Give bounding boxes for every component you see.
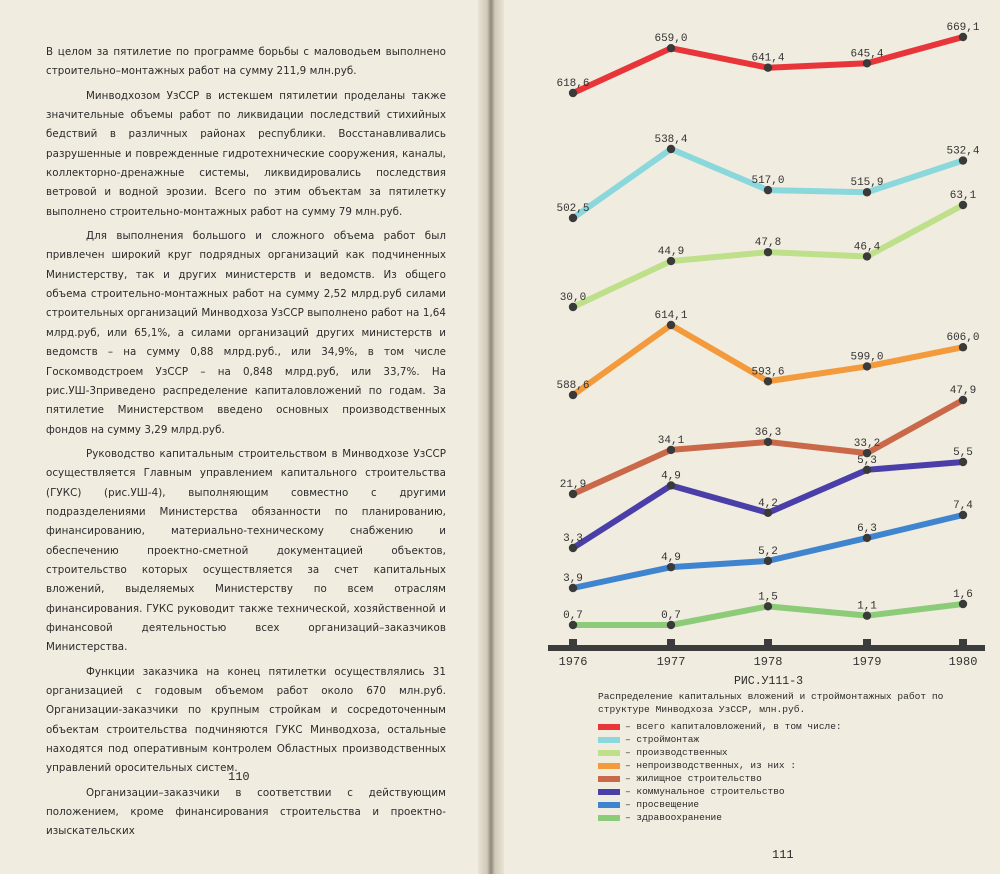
legend-item <box>598 746 842 759</box>
data-label: 645,4 <box>850 48 884 61</box>
legend-swatch <box>598 737 620 743</box>
series-5 <box>560 385 976 498</box>
series-line-segment <box>573 567 671 588</box>
legend-swatch <box>598 763 620 769</box>
data-point <box>764 377 772 385</box>
data-point <box>959 156 967 164</box>
data-point <box>764 186 772 194</box>
legend-swatch <box>598 776 620 782</box>
data-label: 6,3 <box>857 522 877 535</box>
data-point <box>764 557 772 565</box>
data-point <box>863 611 871 619</box>
series-3 <box>560 190 977 311</box>
data-point <box>569 303 577 311</box>
x-axis-tick <box>569 639 577 647</box>
page-number: 110 <box>228 770 250 784</box>
series-4 <box>556 310 979 399</box>
paragraph: Функции заказчика на конец пятилетки осуществлялись 31 организацией с годовым объемом работ около 670 млн.руб. Организации-заказчики по крупным стройкам и сосредоточенным объектам строительства подчиняются ГУКС Минводхоза, остальные находятся под оперативным контролем Областных производственных управлений оросительных систем. <box>46 665 446 775</box>
data-point <box>959 396 967 404</box>
x-tick-label: 1980 <box>948 655 978 669</box>
data-label: 4,9 <box>661 470 681 483</box>
data-label: 33,2 <box>853 438 881 451</box>
series-line-segment <box>573 485 671 548</box>
data-point <box>569 391 577 399</box>
data-label: 46,4 <box>853 241 881 254</box>
data-label: 47,9 <box>949 385 977 397</box>
data-point <box>863 534 871 542</box>
data-label: 30,0 <box>559 292 587 304</box>
data-point <box>959 201 967 209</box>
data-point <box>959 511 967 519</box>
data-point <box>764 64 772 72</box>
legend-swatch <box>598 802 620 808</box>
data-label: 4,2 <box>758 497 778 510</box>
series-line-segment <box>671 606 768 625</box>
series-line-segment <box>768 442 867 453</box>
series-line-segment <box>867 604 963 616</box>
legend-item <box>598 720 842 733</box>
legend-label: – здравоохранение <box>625 812 722 823</box>
data-point <box>569 584 577 592</box>
legend-item <box>598 811 842 824</box>
data-label: 502,5 <box>556 203 590 215</box>
series-line-segment <box>573 450 671 494</box>
data-label: 532,4 <box>946 145 980 158</box>
data-label: 641,4 <box>751 52 785 65</box>
data-label: 44,9 <box>657 246 685 259</box>
data-point <box>764 248 772 256</box>
data-point <box>764 438 772 446</box>
data-label: 0,7 <box>563 610 583 622</box>
x-axis-tick <box>863 639 871 647</box>
data-label: 63,1 <box>949 190 977 202</box>
data-label: 614,1 <box>654 310 688 322</box>
series-line-segment <box>768 252 867 256</box>
data-label: 0,7 <box>661 610 681 622</box>
data-label: 5,2 <box>758 545 778 558</box>
data-point <box>959 458 967 466</box>
data-point <box>863 59 871 67</box>
legend-item <box>598 772 842 785</box>
legend-label: – коммунальное строительство <box>625 786 785 797</box>
legend-swatch <box>598 815 620 821</box>
page-number: 111 <box>772 848 794 862</box>
series-line-segment <box>768 538 867 561</box>
legend-label: – непроизводственных, из них : <box>625 760 797 771</box>
data-label: 21,9 <box>559 479 587 491</box>
figure-caption <box>598 675 988 716</box>
data-point <box>863 252 871 260</box>
series-2 <box>556 134 979 222</box>
data-label: 36,3 <box>754 426 782 439</box>
data-label: 7,4 <box>953 500 973 512</box>
data-label: 34,1 <box>657 434 685 447</box>
data-label: 599,0 <box>850 351 884 364</box>
legend-item <box>598 785 842 798</box>
series-line-segment <box>671 252 768 261</box>
legend-label: – всего капиталовложений, в том числе: <box>625 721 842 732</box>
data-label: 4,9 <box>661 552 681 565</box>
data-point <box>667 621 675 629</box>
data-point <box>569 490 577 498</box>
data-point <box>667 44 675 52</box>
data-label: 618,6 <box>556 78 590 90</box>
series-line-segment <box>671 561 768 567</box>
x-tick-label: 1978 <box>753 655 783 669</box>
data-point <box>667 446 675 454</box>
data-label: 669,1 <box>946 22 980 34</box>
x-axis-tick <box>764 639 772 647</box>
x-tick-label: 1979 <box>852 655 882 669</box>
series-1 <box>556 22 979 97</box>
data-label: 1,5 <box>758 591 778 604</box>
data-label: 515,9 <box>850 177 884 190</box>
series-line-segment <box>867 400 963 453</box>
data-point <box>667 321 675 329</box>
data-label: 593,6 <box>751 366 785 379</box>
series-line-segment <box>768 470 867 513</box>
series-line-segment <box>768 606 867 615</box>
data-label: 1,6 <box>953 589 973 601</box>
data-point <box>569 544 577 552</box>
series-line-segment <box>867 205 963 256</box>
series-6 <box>563 447 973 552</box>
legend-label: – просвещение <box>625 799 700 810</box>
data-label: 47,8 <box>754 237 782 250</box>
data-label: 659,0 <box>654 33 688 46</box>
data-label: 3,3 <box>563 533 583 545</box>
series-line-segment <box>867 515 963 538</box>
data-label: 3,9 <box>563 573 583 585</box>
series-8 <box>563 589 973 629</box>
data-label: 1,1 <box>857 600 877 613</box>
data-point <box>667 257 675 265</box>
data-point <box>863 362 871 370</box>
series-line-segment <box>768 190 867 192</box>
paragraph: В целом за пятилетие по программе борьбы с маловодьем выполнено строительно–монтажных работ на сумму 211,9 млн.руб. <box>46 46 446 78</box>
data-label: 606,0 <box>946 332 980 345</box>
x-axis-tick <box>959 639 967 647</box>
data-point <box>959 33 967 41</box>
legend-item <box>598 733 842 746</box>
data-point <box>569 89 577 97</box>
legend-label: – жилищное строительство <box>625 773 762 784</box>
data-point <box>569 214 577 222</box>
chart-legend <box>598 720 842 824</box>
series-line-segment <box>671 442 768 450</box>
legend-label: – строймонтаж <box>625 734 700 745</box>
data-point <box>959 600 967 608</box>
paragraph: Для выполнения большого и сложного объема работ был привлечен широкий круг подрядных организаций как подчиненных Министерству, так и других министерств и ведомств. Из общего объема строительно-монтажных работ на сумму 2,52 млрд.руб силами строительных организаций Минводхоза УзССР выполнено работ на 1,64 млрд.руб, или 65,1%, а силами организаций других министерств и ведомств – на сумму 0,88 млрд.руб., или 34,9%, в том числе Госкомводстроем УзССР – на 0,848 млрд.руб, или 33,7%. На рис.УШ-3приведено распределение капиталовложений по годам. За пятилетие Министерством введено основных производственных фондов на сумму 3,29 млрд.руб. <box>46 230 446 436</box>
x-axis-tick <box>667 639 675 647</box>
legend-swatch <box>598 750 620 756</box>
data-label: 517,0 <box>751 175 785 188</box>
data-point <box>764 509 772 517</box>
figure-title: РИС.У111-3 <box>734 675 804 688</box>
legend-label: – производственных <box>625 747 728 758</box>
series-line-segment <box>573 261 671 307</box>
legend-item <box>598 759 842 772</box>
legend-swatch <box>598 789 620 795</box>
series-line-segment <box>671 485 768 512</box>
data-point <box>667 481 675 489</box>
x-tick-label: 1976 <box>558 655 588 669</box>
data-point <box>764 602 772 610</box>
legend-item <box>598 798 842 811</box>
data-point <box>863 188 871 196</box>
figure-description: Распределение капитальных вложений и строймонтажных работ по структуре Минводхоза УзССР, млн.руб. <box>598 691 944 715</box>
data-label: 588,6 <box>556 380 590 392</box>
data-point <box>959 343 967 351</box>
data-point <box>569 621 577 629</box>
data-label: 5,5 <box>953 447 973 459</box>
x-tick-label: 1977 <box>656 655 686 669</box>
data-label: 5,3 <box>857 454 877 467</box>
series-line-segment <box>867 462 963 470</box>
data-point <box>863 466 871 474</box>
legend-swatch <box>598 724 620 730</box>
paragraph: Организации–заказчики в соответствии с действующим положением, кроме финансирования строительства и проектно-изыскательских <box>46 786 446 838</box>
data-point <box>667 563 675 571</box>
paragraph: Руководство капитальным строительством в Минводхозе УзССР осуществляется Главным управлением капитального строительства (ГУКС) (рис.УШ-4), выполняющим совместно с другими подразделениями Министерства обязанности по планированию, финансированию, материально-техническому снабжению и обеспечению проектно-сметной документацией объектов, строительство которых осуществляется за счет капитальных вложений, выделяемых Министерству по всем отраслям финансирования. ГУКС руководит также технической, хозяйственной и финансовой деятельностью всех организаций–заказчиков Министерства. <box>46 447 446 654</box>
data-point <box>667 145 675 153</box>
data-label: 538,4 <box>654 134 688 146</box>
paragraph: Минводхозом УзССР в истекшем пятилетии проделаны также значительные объемы работ по ликвидации последствий стихийных бедствий в различных районах республики. Восстанавливались разрушенные и поврежденные гидротехнические сооружения, каналы, коллекторно-дренажные системы, ликвидировались последствия ветровой и водной эрозии. Всего по этим объектам за пятилетку выполнено строительно-монтажных работ на сумму 79 млн.руб. <box>46 89 446 218</box>
